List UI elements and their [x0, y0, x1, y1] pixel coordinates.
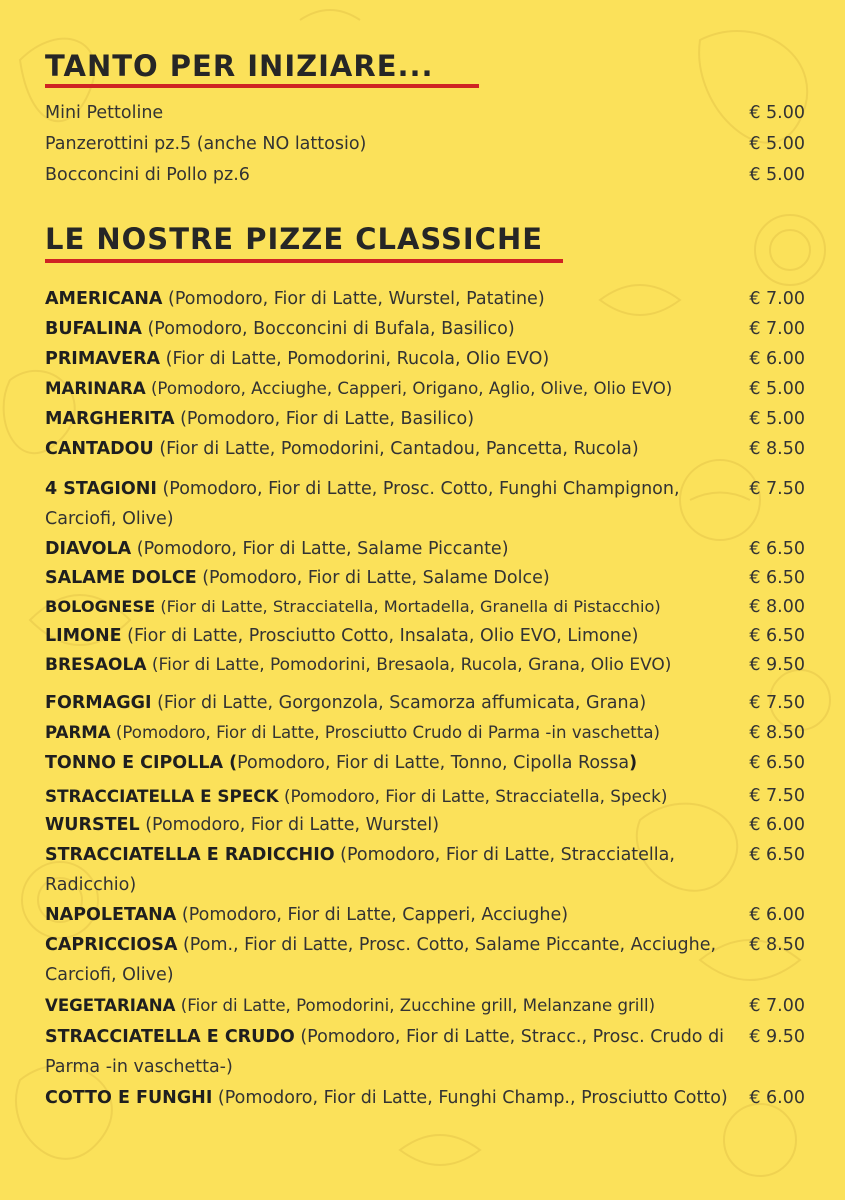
menu-item	[45, 991, 805, 1021]
item-price: € 9.50	[749, 655, 805, 675]
section-title-classic-pizzas: LE NOSTRE PIZZE CLASSICHE	[45, 222, 544, 256]
item-desc: (Fior di Latte, Stracciatella, Mortadella, Granella di Pistacchio)	[155, 597, 661, 616]
item-desc: (Fior di Latte, Pomodorini, Cantadou, Pancetta, Rucola)	[153, 439, 639, 459]
item-desc: (Pomodoro, Fior di Latte, Salame Piccante)	[131, 539, 509, 559]
menu-item	[45, 748, 805, 778]
item-price: € 5.00	[749, 165, 805, 185]
item-name: STRACCIATELLA E SPECK	[45, 786, 279, 806]
item-name: PARMA	[45, 723, 111, 742]
menu-item	[45, 930, 805, 990]
item-name: BUFALINA	[45, 319, 142, 339]
item-name: DIAVOLA	[45, 539, 132, 559]
item-price: € 7.00	[749, 996, 805, 1016]
item-desc: (Pomodoro, Fior di Latte, Stracciatella, Speck)	[278, 786, 668, 806]
item-name: BRESAOLA	[45, 655, 147, 675]
item-price: € 7.00	[749, 289, 805, 309]
item-desc: (Pomodoro, Fior di Latte, Stracc., Prosc. Crudo di Parma -in vaschetta-)	[45, 1027, 725, 1077]
item-name: MARINARA	[45, 379, 146, 398]
menu-item	[45, 592, 805, 622]
item-desc: (Pomodoro, Fior di Latte, Capperi, Acciughe)	[176, 905, 569, 925]
item-price: € 6.50	[749, 845, 805, 865]
item-price: € 6.50	[749, 568, 805, 588]
item-desc: (Pomodoro, Fior di Latte, Wurstel)	[139, 815, 440, 835]
menu-item: Bocconcini di Pollo pz.6 € 5.00	[45, 160, 805, 190]
item-price: € 8.50	[749, 935, 805, 955]
item-price: € 9.50	[749, 1027, 805, 1047]
item-name: STRACCIATELLA E CRUDO	[45, 1027, 295, 1047]
menu-item: Mini Pettoline € 5.00	[45, 98, 805, 128]
item-price: € 5.00	[749, 379, 805, 399]
item-desc: (Fior di Latte, Gorgonzola, Scamorza affumicata, Grana)	[151, 693, 647, 713]
item-price: € 7.50	[749, 786, 805, 806]
item-name: STRACCIATELLA E RADICCHIO	[45, 845, 335, 865]
item-price: € 6.50	[749, 753, 805, 773]
menu-item	[45, 781, 805, 811]
item-name-suffix: )	[629, 753, 638, 773]
item-name: PRIMAVERA	[45, 349, 161, 369]
item-desc: (Pomodoro, Fior di Latte, Prosc. Cotto, Funghi Champignon, Carciofi, Olive)	[45, 479, 680, 529]
item-name: CANTADOU	[45, 439, 154, 459]
item-price: € 6.00	[749, 815, 805, 835]
menu-item	[45, 284, 805, 314]
menu-item	[45, 344, 805, 374]
item-price: € 5.00	[749, 409, 805, 429]
menu-item	[45, 1022, 805, 1082]
menu-item	[45, 840, 805, 900]
menu-item	[45, 900, 805, 930]
item-desc: (Pomodoro, Fior di Latte, Stracciatella, Radicchio)	[45, 845, 675, 895]
item-name: WURSTEL	[45, 815, 140, 835]
item-price: € 6.50	[749, 626, 805, 646]
item-price: € 5.00	[749, 103, 805, 123]
item-desc: (Pom., Fior di Latte, Prosc. Cotto, Salame Piccante, Acciughe, Carciofi, Olive)	[45, 935, 717, 985]
menu-item	[45, 374, 805, 404]
menu-item	[45, 621, 805, 651]
item-name: LIMONE	[45, 626, 122, 646]
menu-item	[45, 650, 805, 680]
item-price: € 6.00	[749, 1088, 805, 1108]
item-desc: (Pomodoro, Fior di Latte, Salame Dolce)	[196, 568, 550, 588]
item-desc: (Fior di Latte, Prosciutto Cotto, Insalata, Olio EVO, Limone)	[121, 626, 639, 646]
item-price: € 6.00	[749, 349, 805, 369]
item-price: € 8.50	[749, 723, 805, 743]
menu-item	[45, 534, 805, 564]
item-name: FORMAGGI	[45, 693, 152, 713]
item-name: TONNO E CIPOLLA (	[45, 753, 238, 773]
menu-item	[45, 314, 805, 344]
menu-item	[45, 810, 805, 840]
item-price: € 8.00	[749, 597, 805, 617]
item-desc: (Pomodoro, Acciughe, Capperi, Origano, Aglio, Olive, Olio EVO)	[145, 379, 673, 398]
menu-item	[45, 404, 805, 434]
item-name: MARGHERITA	[45, 409, 175, 429]
item-price: € 6.50	[749, 539, 805, 559]
item-desc: (Pomodoro, Fior di Latte, Wurstel, Patatine)	[162, 289, 545, 309]
title-underline	[45, 84, 479, 88]
menu-item: Panzerottini pz.5 (anche NO lattosio) € 5.00	[45, 129, 805, 159]
item-desc: (Fior di Latte, Pomodorini, Zucchine grill, Melanzane grill)	[175, 996, 656, 1015]
title-underline	[45, 259, 563, 263]
menu-item	[45, 474, 805, 534]
item-name: SALAME DOLCE	[45, 568, 197, 588]
item-name: BOLOGNESE	[45, 597, 156, 616]
item-desc: Pomodoro, Fior di Latte, Tonno, Cipolla Rossa	[237, 753, 630, 773]
item-desc: (Pomodoro, Fior di Latte, Basilico)	[174, 409, 475, 429]
item-name: 4 STAGIONI	[45, 479, 157, 499]
item-price: € 7.50	[749, 479, 805, 499]
menu-item	[45, 718, 805, 748]
section-title-starters: TANTO PER INIZIARE...	[45, 49, 434, 83]
item-desc: (Pomodoro, Bocconcini di Bufala, Basilico)	[141, 319, 515, 339]
item-name: AMERICANA	[45, 289, 163, 309]
item-desc: (Fior di Latte, Pomodorini, Bresaola, Rucola, Grana, Olio EVO)	[146, 655, 672, 675]
item-name: COTTO E FUNGHI	[45, 1088, 213, 1108]
menu-item	[45, 434, 805, 464]
item-name: VEGETARIANA	[45, 996, 176, 1015]
item-price: € 7.00	[749, 319, 805, 339]
item-price: € 8.50	[749, 439, 805, 459]
item-desc: (Pomodoro, Fior di Latte, Funghi Champ., Prosciutto Cotto)	[212, 1088, 728, 1108]
item-name: CAPRICCIOSA	[45, 935, 178, 955]
item-price: € 7.50	[749, 693, 805, 713]
item-desc: (Pomodoro, Fior di Latte, Prosciutto Crudo di Parma -in vaschetta)	[110, 723, 660, 742]
menu-item	[45, 563, 805, 593]
item-price: € 6.00	[749, 905, 805, 925]
menu-item	[45, 1083, 805, 1113]
item-price: € 5.00	[749, 134, 805, 154]
menu-item	[45, 688, 805, 718]
item-desc: (Fior di Latte, Pomodorini, Rucola, Olio EVO)	[160, 349, 550, 369]
item-name: NAPOLETANA	[45, 905, 177, 925]
